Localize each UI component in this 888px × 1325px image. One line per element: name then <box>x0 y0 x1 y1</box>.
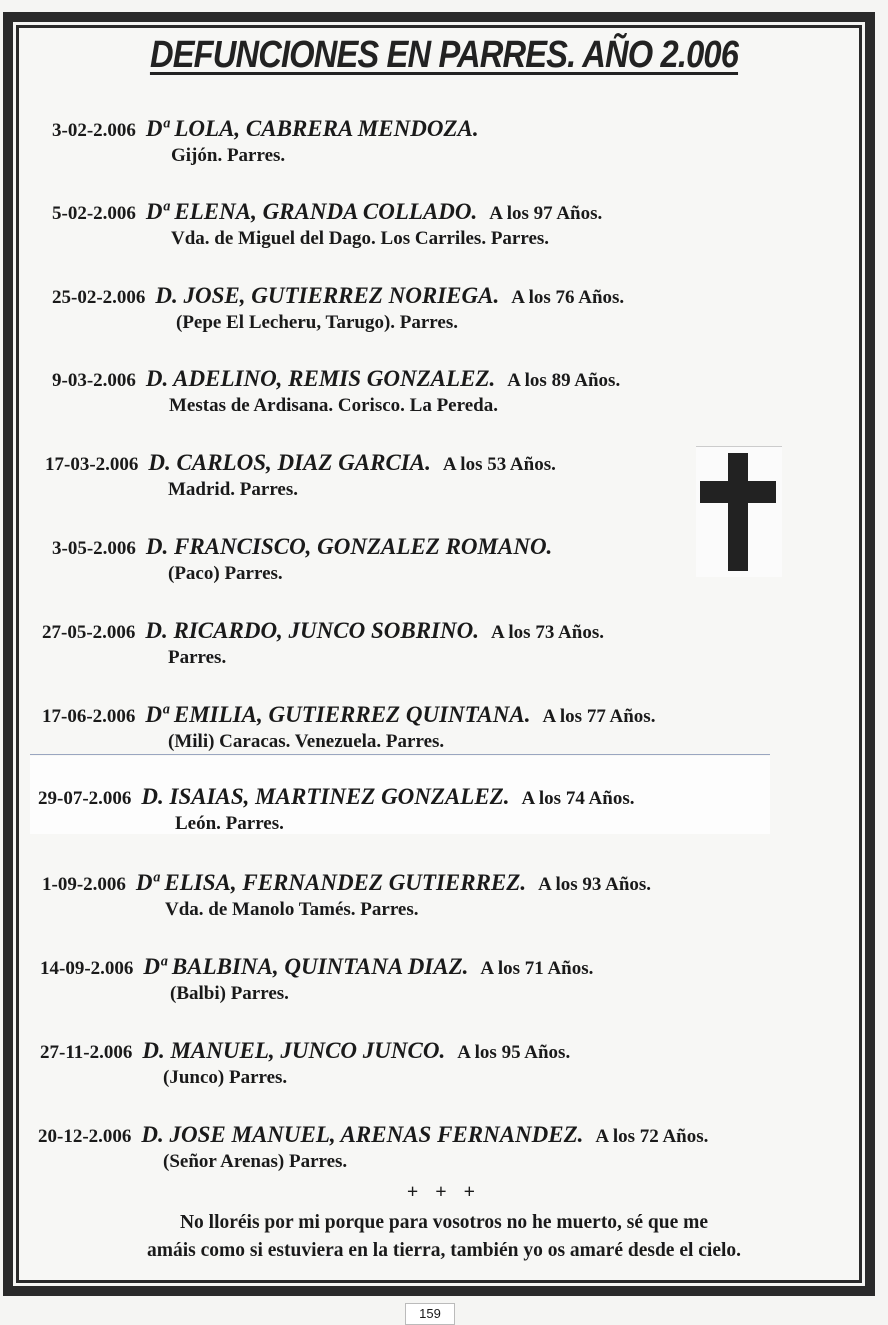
entry-name: Dª LOLA, CABRERA MENDOZA. <box>145 116 479 141</box>
obituary-entry <box>0 283 888 343</box>
entry-name: D. ISAIAS, MARTINEZ GONZALEZ. <box>141 784 510 809</box>
cross-icon <box>696 446 782 577</box>
quote-line: No lloréis por mi porque para vosotros no he muerto, sé que me <box>179 1212 709 1233</box>
entry-detail: (Señor Arenas) Parres. <box>163 1151 348 1172</box>
entry-name: Dª ELENA, GRANDA COLLADO. <box>145 199 478 224</box>
entry-detail: (Mili) Caracas. Venezuela. Parres. <box>168 731 445 752</box>
entry-age: A los 77 Años. <box>542 706 656 727</box>
obituary-entry <box>0 870 888 930</box>
entry-name: Dª ELISA, FERNANDEZ GUTIERREZ. <box>135 870 527 895</box>
entry-date: 1-09-2.006 <box>42 874 126 895</box>
page-title: DEFUNCIONES EN PARRES. AÑO 2.006 <box>149 34 739 76</box>
entry-name: Dª BALBINA, QUINTANA DIAZ. <box>143 954 469 979</box>
entry-detail: Gijón. Parres. <box>171 145 286 166</box>
obituary-entry <box>0 618 888 678</box>
obituary-entry <box>0 1122 888 1182</box>
entry-date: 29-07-2.006 <box>38 788 132 809</box>
obituary-entry <box>0 199 888 259</box>
entry-age: A los 95 Años. <box>457 1042 571 1063</box>
entry-detail: Vda. de Manolo Tamés. Parres. <box>165 899 419 920</box>
cross-horizontal-bar <box>700 481 776 503</box>
entry-date: 20-12-2.006 <box>38 1126 132 1147</box>
entry-detail: (Junco) Parres. <box>163 1067 288 1088</box>
entry-name: D. ADELINO, REMIS GONZALEZ. <box>145 366 496 391</box>
entry-date: 17-06-2.006 <box>42 706 136 727</box>
entry-detail: Vda. de Miguel del Dago. Los Carriles. Parres. <box>171 228 550 249</box>
entry-date: 5-02-2.006 <box>52 203 136 224</box>
entry-date: 3-05-2.006 <box>52 538 136 559</box>
obituary-entry <box>0 702 888 762</box>
entry-name: D. MANUEL, JUNCO JUNCO. <box>142 1038 446 1063</box>
entry-date: 27-05-2.006 <box>42 622 136 643</box>
entry-name: D. RICARDO, JUNCO SOBRINO. <box>145 618 479 643</box>
entry-name: D. CARLOS, DIAZ GARCIA. <box>148 450 431 475</box>
entry-detail: León. Parres. <box>175 813 284 834</box>
entry-date: 17-03-2.006 <box>45 454 139 475</box>
obituary-entry <box>0 954 888 1014</box>
entry-date: 27-11-2.006 <box>40 1042 133 1063</box>
cross-separator: + + + <box>406 1181 482 1203</box>
obituary-entry <box>0 366 888 426</box>
entry-age: A los 74 Años. <box>521 788 635 809</box>
entry-name: D. JOSE MANUEL, ARENAS FERNANDEZ. <box>141 1122 584 1147</box>
page-number: 159 <box>405 1303 455 1325</box>
entry-age: A los 53 Años. <box>442 454 556 475</box>
entry-detail: Parres. <box>168 647 227 668</box>
entry-detail: (Paco) Parres. <box>168 563 283 584</box>
entry-detail: Madrid. Parres. <box>168 479 298 500</box>
entry-age: A los 76 Años. <box>511 287 625 308</box>
entry-age: A los 93 Años. <box>538 874 652 895</box>
entry-date: 14-09-2.006 <box>40 958 134 979</box>
entry-detail: (Pepe El Lecheru, Tarugo). Parres. <box>176 312 458 333</box>
entry-name: D. FRANCISCO, GONZALEZ ROMANO. <box>145 534 553 559</box>
entry-date: 3-02-2.006 <box>52 120 136 141</box>
entry-name: Dª EMILIA, GUTIERREZ QUINTANA. <box>145 702 531 727</box>
obituary-entry <box>0 1038 888 1098</box>
entry-age: A los 72 Años. <box>595 1126 709 1147</box>
entry-age: A los 89 Años. <box>507 370 621 391</box>
entry-date: 25-02-2.006 <box>52 287 146 308</box>
entry-date: 9-03-2.006 <box>52 370 136 391</box>
cross-vertical-bar <box>728 453 748 571</box>
entry-name: D. JOSE, GUTIERREZ NORIEGA. <box>155 283 500 308</box>
entry-age: A los 73 Años. <box>490 622 604 643</box>
obituary-entry <box>0 116 888 176</box>
entry-age: A los 71 Años. <box>480 958 594 979</box>
obituary-entry <box>0 784 888 844</box>
entry-detail: Mestas de Ardisana. Corisco. La Pereda. <box>169 395 498 416</box>
quote-line: amáis como si estuviera en la tierra, también yo os amaré desde el cielo. <box>146 1240 742 1261</box>
closing-quote <box>0 1209 888 1265</box>
entry-detail: (Balbi) Parres. <box>170 983 289 1004</box>
entry-age: A los 97 Años. <box>489 203 603 224</box>
